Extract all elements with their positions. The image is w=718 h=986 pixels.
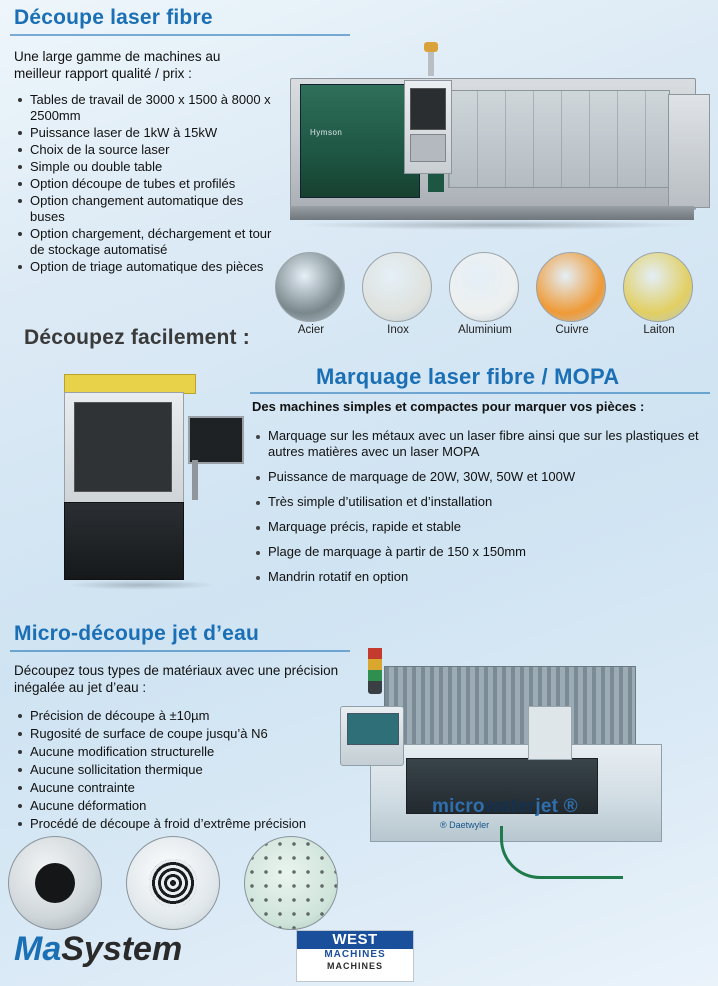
- list-item: Marquage précis, rapide et stable: [252, 519, 704, 535]
- list-item: Option découpe de tubes et profilés: [14, 176, 276, 192]
- material-swatch: [536, 252, 608, 336]
- list-item: Option de triage automatique des pièces: [14, 259, 276, 275]
- material-label: Inox: [387, 324, 409, 336]
- list-item: Puissance de marquage de 20W, 30W, 50W et 100W: [252, 469, 704, 485]
- list-item: Option chargement, déchargement et tour de stockage automatisé: [14, 226, 276, 258]
- laser-marking-machine-image: [42, 368, 242, 598]
- window-grid: [449, 91, 669, 187]
- waterjet-feature-list: [14, 708, 364, 834]
- section-divider: [250, 392, 710, 394]
- list-item: Précision de découpe à ±10µm: [14, 708, 364, 724]
- material-label: Laiton: [643, 324, 675, 336]
- west-logo-line-3: MACHINES: [326, 961, 383, 971]
- material-disc: [536, 252, 606, 322]
- sample-part-image: [126, 836, 220, 930]
- west-logo-line-2: MACHINES: [324, 949, 386, 960]
- section-laser-marking-title: Marquage laser fibre / MOPA: [316, 364, 620, 389]
- cutting-head: [528, 706, 572, 760]
- material-swatch: [623, 252, 695, 336]
- machine-shadow: [66, 580, 216, 590]
- signal-tower-icon: [368, 648, 382, 694]
- list-item: Mandrin rotatif en option: [252, 569, 704, 585]
- section-laser-cutting-title: Découpe laser fibre: [14, 6, 213, 29]
- list-item: Aucune déformation: [14, 798, 364, 814]
- logo-part-1: Ma: [14, 930, 62, 968]
- brand-micro: micro: [432, 796, 485, 817]
- material-swatch: [362, 252, 434, 336]
- machine-buttons: [410, 134, 446, 162]
- monitor-arm: [192, 460, 198, 500]
- machine-shadow: [296, 220, 696, 230]
- material-disc: [623, 252, 693, 322]
- material-label: Acier: [297, 324, 325, 336]
- list-item: Choix de la source laser: [14, 142, 276, 158]
- list-item: Aucune sollicitation thermique: [14, 762, 364, 778]
- machine-door-window: [74, 402, 172, 492]
- machine-base-cabinet: [64, 502, 184, 580]
- machine-window: [448, 90, 670, 188]
- material-disc: [362, 252, 432, 322]
- section-waterjet-lead: Découpez tous types de matériaux avec une précision inégalée au jet d’eau :: [14, 663, 339, 695]
- machine-cnc-console: [340, 706, 404, 766]
- sample-parts-images: [8, 836, 348, 932]
- sample-part-image: [244, 836, 338, 930]
- list-item: Aucune modification structurelle: [14, 744, 364, 760]
- sample-detail: [149, 859, 197, 907]
- list-item: Plage de marquage à partir de 150 x 150mm: [252, 544, 704, 560]
- machine-brand-subtext: ® Daetwyler: [440, 820, 490, 830]
- sample-detail: [245, 837, 337, 929]
- material-disc: [449, 252, 519, 322]
- material-swatches: [275, 252, 705, 344]
- machine-signal-tower: [428, 50, 434, 76]
- material-swatch: [449, 252, 521, 336]
- machine-base-rail: [290, 206, 694, 220]
- list-item: Simple ou double table: [14, 159, 276, 175]
- list-item: Option changement automatique des buses: [14, 193, 276, 225]
- brand-jet: jet ®: [535, 796, 578, 817]
- section-laser-cutting-lead: Une large gamme de machines au meilleur rapport qualité / prix :: [14, 49, 221, 81]
- laser-marking-feature-list: [252, 428, 704, 594]
- cnc-screen: [347, 713, 399, 745]
- material-label: Cuivre: [555, 324, 589, 336]
- list-item: Marquage sur les métaux avec un laser fibre ainsi que sur les plastiques et autres matières avec un laser MOPA: [252, 428, 704, 460]
- sample-part-image: [8, 836, 102, 930]
- list-item: Tables de travail de 3000 x 1500 à 8000 x 2500mm: [14, 92, 276, 124]
- laser-cutting-feature-list: [14, 92, 276, 276]
- company-logo: [14, 930, 182, 969]
- machine-top-cover: [64, 374, 196, 394]
- material-disc: [275, 252, 345, 322]
- section-laser-marking-lead: Des machines simples et compactes pour marquer vos pièces :: [252, 399, 645, 414]
- machine-brand-text: [432, 796, 578, 818]
- machine-green-panel: [300, 84, 420, 198]
- brand-water: water: [484, 796, 536, 817]
- machine-hose: [500, 826, 623, 879]
- list-item: Très simple d’utilisation et d’installation: [252, 494, 704, 510]
- waterjet-machine-image: [340, 648, 710, 888]
- list-item: Procédé de découpe à froid d’extrême précision: [14, 816, 364, 832]
- list-item: Aucune contrainte: [14, 780, 364, 796]
- material-swatch: [275, 252, 347, 336]
- section-divider: [10, 650, 350, 652]
- machine-screen: [410, 88, 446, 130]
- laser-cutting-machine-image: [278, 44, 708, 244]
- list-item: Rugosité de surface de coupe jusqu’à N6: [14, 726, 364, 742]
- machine-brand-logo: Hymson: [310, 128, 343, 137]
- machine-monitor: [188, 416, 244, 464]
- section-cut-easily-subtitle: Découpez facilement :: [24, 326, 250, 349]
- west-logo-line-1: WEST: [297, 931, 413, 949]
- section-divider: [10, 34, 350, 36]
- material-label: Aluminium: [458, 324, 512, 336]
- west-machines-logo: [296, 930, 414, 982]
- list-item: Puissance laser de 1kW à 15kW: [14, 125, 276, 141]
- logo-part-2: System: [61, 930, 183, 968]
- machine-right-module: [668, 94, 710, 208]
- machine-rear-shield: [384, 666, 636, 752]
- sample-detail: [35, 863, 75, 903]
- section-waterjet-title: Micro-découpe jet d’eau: [14, 622, 259, 645]
